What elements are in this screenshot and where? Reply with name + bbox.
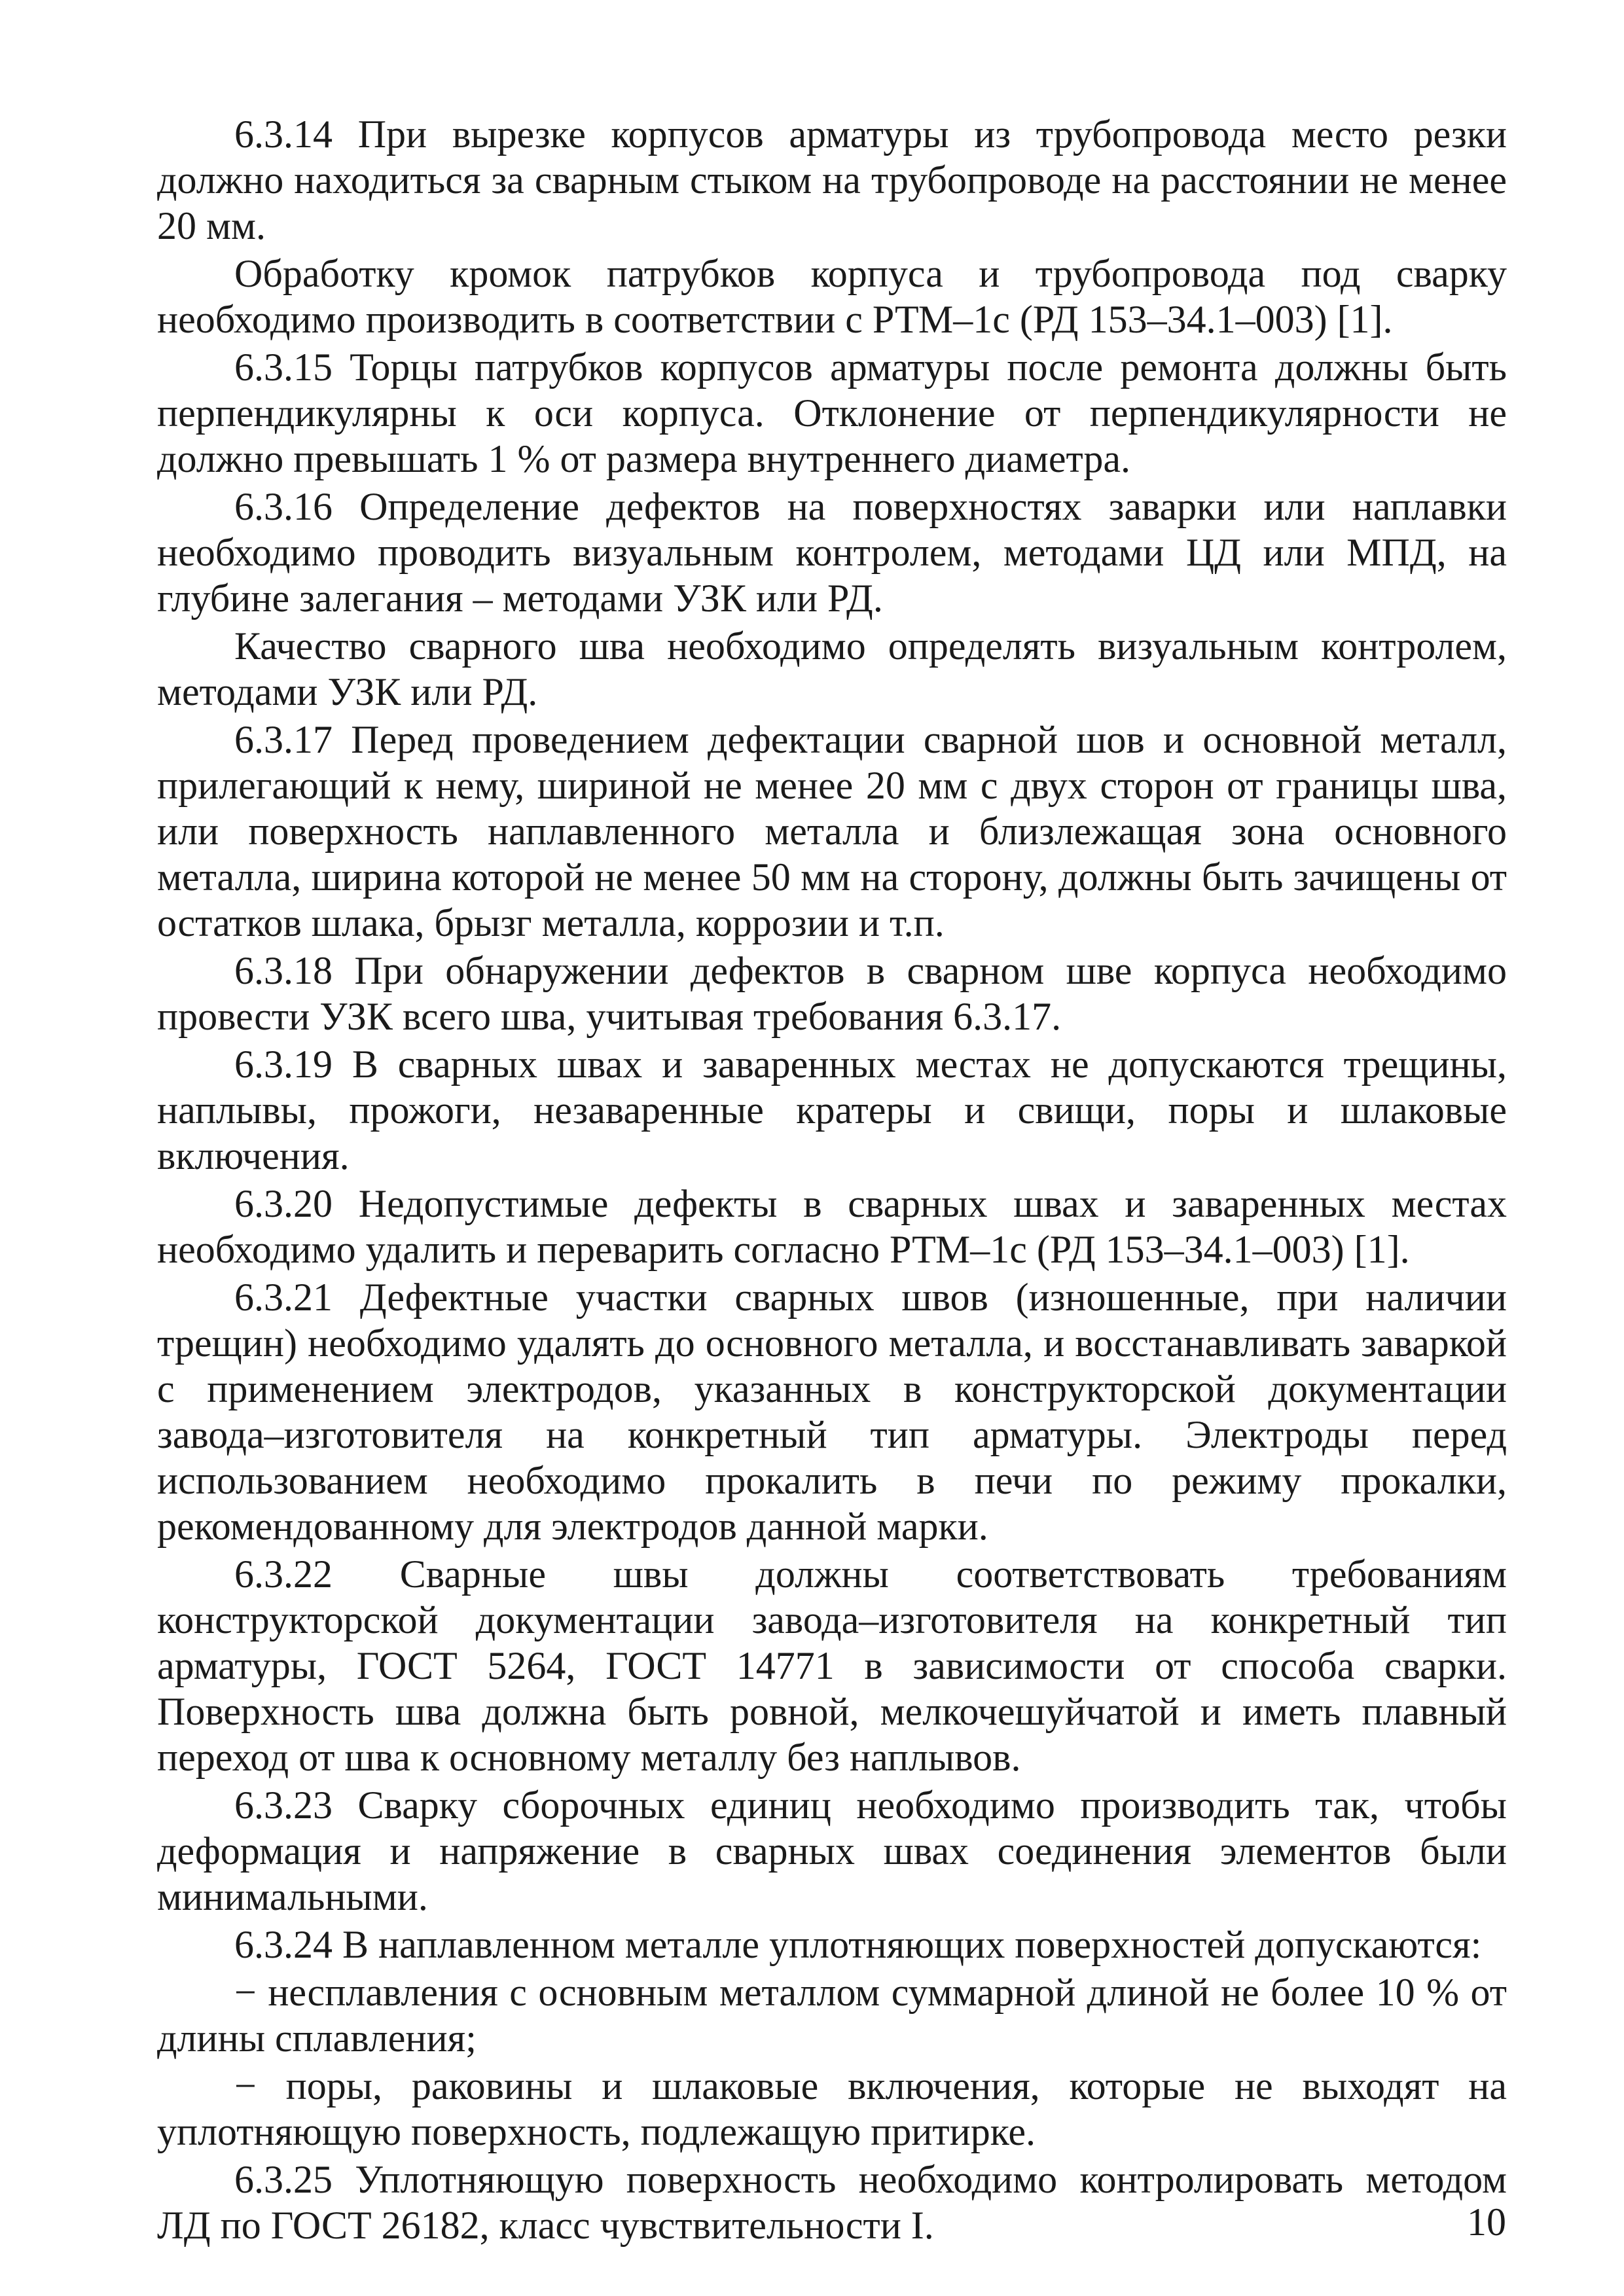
- paragraph-6-3-23: 6.3.23 Сварку сборочных единиц необходимо производить так, чтобы деформация и напряжение в сварных швах соединения элементов были минимальными.: [157, 1784, 1507, 1918]
- paragraph-6-3-18: 6.3.18 При обнаружении дефектов в сварном шве корпуса необходимо провести УЗК всего шва, учитывая требования 6.3.17.: [157, 949, 1507, 1038]
- paragraph-6-3-14: 6.3.14 При вырезке корпусов арматуры из трубопровода место резки должно находиться за сварным стыком на трубопроводе на расстоянии не менее 20 мм.: [157, 113, 1507, 247]
- paragraph-6-3-24: 6.3.24 В наплавленном металле уплотняющих поверхностей допускаются:: [234, 1923, 1482, 1966]
- document-body: [157, 111, 1507, 2250]
- paragraph-6-3-16-weld-quality: Качество сварного шва необходимо определять визуальным контролем, методами УЗК или РД.: [157, 624, 1507, 713]
- list-item-non-fusion: − несплавления с основным металлом суммарной длиной не более 10 % от длины сплавления;: [157, 1971, 1507, 2060]
- paragraph-6-3-17: 6.3.17 Перед проведением дефектации сварной шов и основной металл, прилегающий к нему, шириной не менее 20 мм с двух сторон от границы шва, или поверхность наплавленного металла и близлежащая зона основного металла, ширина которой не менее 50 мм на сторону, должны быть зачищены от остатков шлака, брызг металла, коррозии и т.п.: [157, 718, 1507, 944]
- paragraph-6-3-15: 6.3.15 Торцы патрубков корпусов арматуры после ремонта должны быть перпендикулярны к оси корпуса. Отклонение от перпендикулярности не должно превышать 1 % от размера внутреннего диаметра.: [157, 346, 1507, 480]
- paragraph-6-3-22: 6.3.22 Сварные швы должны соответствовать требованиям конструкторской документации завода–изготовителя на конкретный тип арматуры, ГОСТ 5264, ГОСТ 14771 в зависимости от способа сварки. Поверхность шва должна быть ровной, мелкочешуйчатой и иметь плавный переход от шва к основному металлу без наплывов.: [157, 1552, 1507, 1779]
- paragraph-6-3-19: 6.3.19 В сварных швах и заваренных местах не допускаются трещины, наплывы, прожоги, незаваренные кратеры и свищи, поры и шлаковые включения.: [157, 1043, 1507, 1177]
- paragraph-6-3-16: 6.3.16 Определение дефектов на поверхностях заварки или наплавки необходимо проводить визуальным контролем, методами ЦД или МПД, на глубине залегания – методами УЗК или РД.: [157, 485, 1507, 620]
- paragraph-6-3-14-edge-prep: Обработку кромок патрубков корпуса и трубопровода под сварку необходимо производить в соответствии с РТМ–1с (РД 153–34.1–003) [1].: [157, 252, 1507, 341]
- paragraph-6-3-25: 6.3.25 Уплотняющую поверхность необходимо контролировать методом ЛД по ГОСТ 26182, класс чувствительности I.: [157, 2158, 1507, 2247]
- page-number: 10: [1467, 2200, 1506, 2244]
- paragraph-6-3-21: 6.3.21 Дефектные участки сварных швов (изношенные, при наличии трещин) необходимо удалять до основного металла, и восстанавливать заваркой с применением электродов, указанных в конструкторской документации завода–изготовителя на конкретный тип арматуры. Электроды перед использованием необходимо прокалить в печи по режиму прокалки, рекомендованному для электродов данной марки.: [157, 1276, 1507, 1548]
- list-item-pores: − поры, раковины и шлаковые включения, которые не выходят на уплотняющую поверхность, подлежащую притирке.: [157, 2064, 1507, 2153]
- paragraph-6-3-20: 6.3.20 Недопустимые дефекты в сварных швах и заваренных местах необходимо удалить и переварить согласно РТМ–1с (РД 153–34.1–003) [1].: [157, 1182, 1507, 1271]
